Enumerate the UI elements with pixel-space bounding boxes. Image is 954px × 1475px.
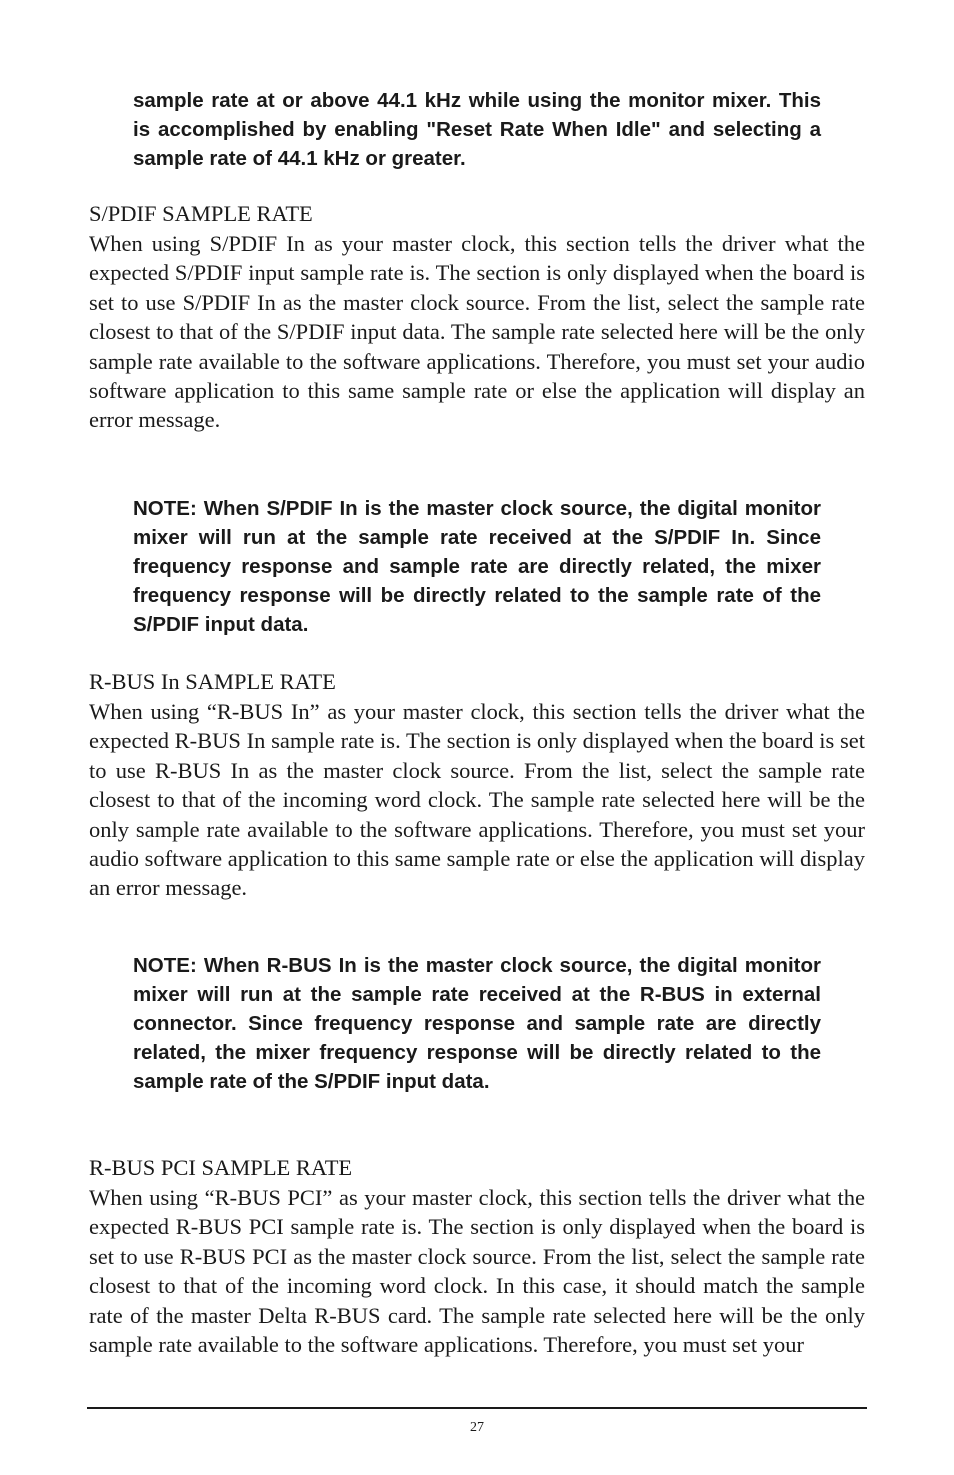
heading-rbus-pci-sample-rate: R-BUS PCI SAMPLE RATE	[89, 1155, 353, 1180]
paragraph-spdif-sample-rate: When using S/PDIF In as your master clock, this section tells the driver what the expected S/PDIF input sample rate is. The section is only displayed when the board is set to use S/PDIF In as the master clock source. From the list, select the sample rate closest to that of the S/PDIF input data. The sample rate selected here will be the only sample rate available to the software applications. Therefore, you must set your audio software application to this same sample rate or else the application will display an error message.	[89, 231, 865, 433]
page-number: 27	[470, 1420, 484, 1435]
note-top: sample rate at or above 44.1 kHz while using the monitor mixer. This is accomplished by enabling "Reset Rate When Idle" and selecting a sample rate of 44.1 kHz or greater.	[133, 89, 821, 170]
note-rbus-in: NOTE: When R-BUS In is the master clock source, the digital monitor mixer will run at the sample rate received at the R-BUS in external connector. Since frequency response and sample rate are directly related, the mixer frequency response will be directly related to the sample rate of the S/PDIF input data.	[133, 954, 821, 1093]
paragraph-rbus-pci-sample-rate: When using “R-BUS PCI” as your master clock, this section tells the driver what the expected R-BUS PCI sample rate is. The section is only displayed when the board is set to use R-BUS PCI as the master clock source. From the list, select the sample rate closest to that of the incoming word clock. In this case, it should match the sample rate of the master Delta R-BUS card. The sample rate selected here will be the only sample rate available to the software applications. Therefore, you must set your	[89, 1185, 865, 1358]
paragraph-rbus-in-sample-rate: When using “R-BUS In” as your master clock, this section tells the driver what the expected R-BUS In sample rate is. The section is only displayed when the board is set to use R-BUS In as the master clock source. From the list, select the sample rate closest to that of the incoming word clock. The sample rate selected here will be the only sample rate available to the software applications. Therefore, you must set your audio software application to this same sample rate or else the application will display an error message.	[89, 699, 865, 901]
note-spdif: NOTE: When S/PDIF In is the master clock source, the digital monitor mixer will run at the sample rate received at the S/PDIF In. Since frequency response and sample rate are directly related, the mixer frequency response will be directly related to the sample rate of the S/PDIF input data.	[133, 497, 821, 636]
heading-spdif-sample-rate: S/PDIF SAMPLE RATE	[89, 201, 313, 226]
footer-rule	[87, 1407, 867, 1409]
heading-rbus-in-sample-rate: R-BUS In SAMPLE RATE	[89, 669, 336, 694]
